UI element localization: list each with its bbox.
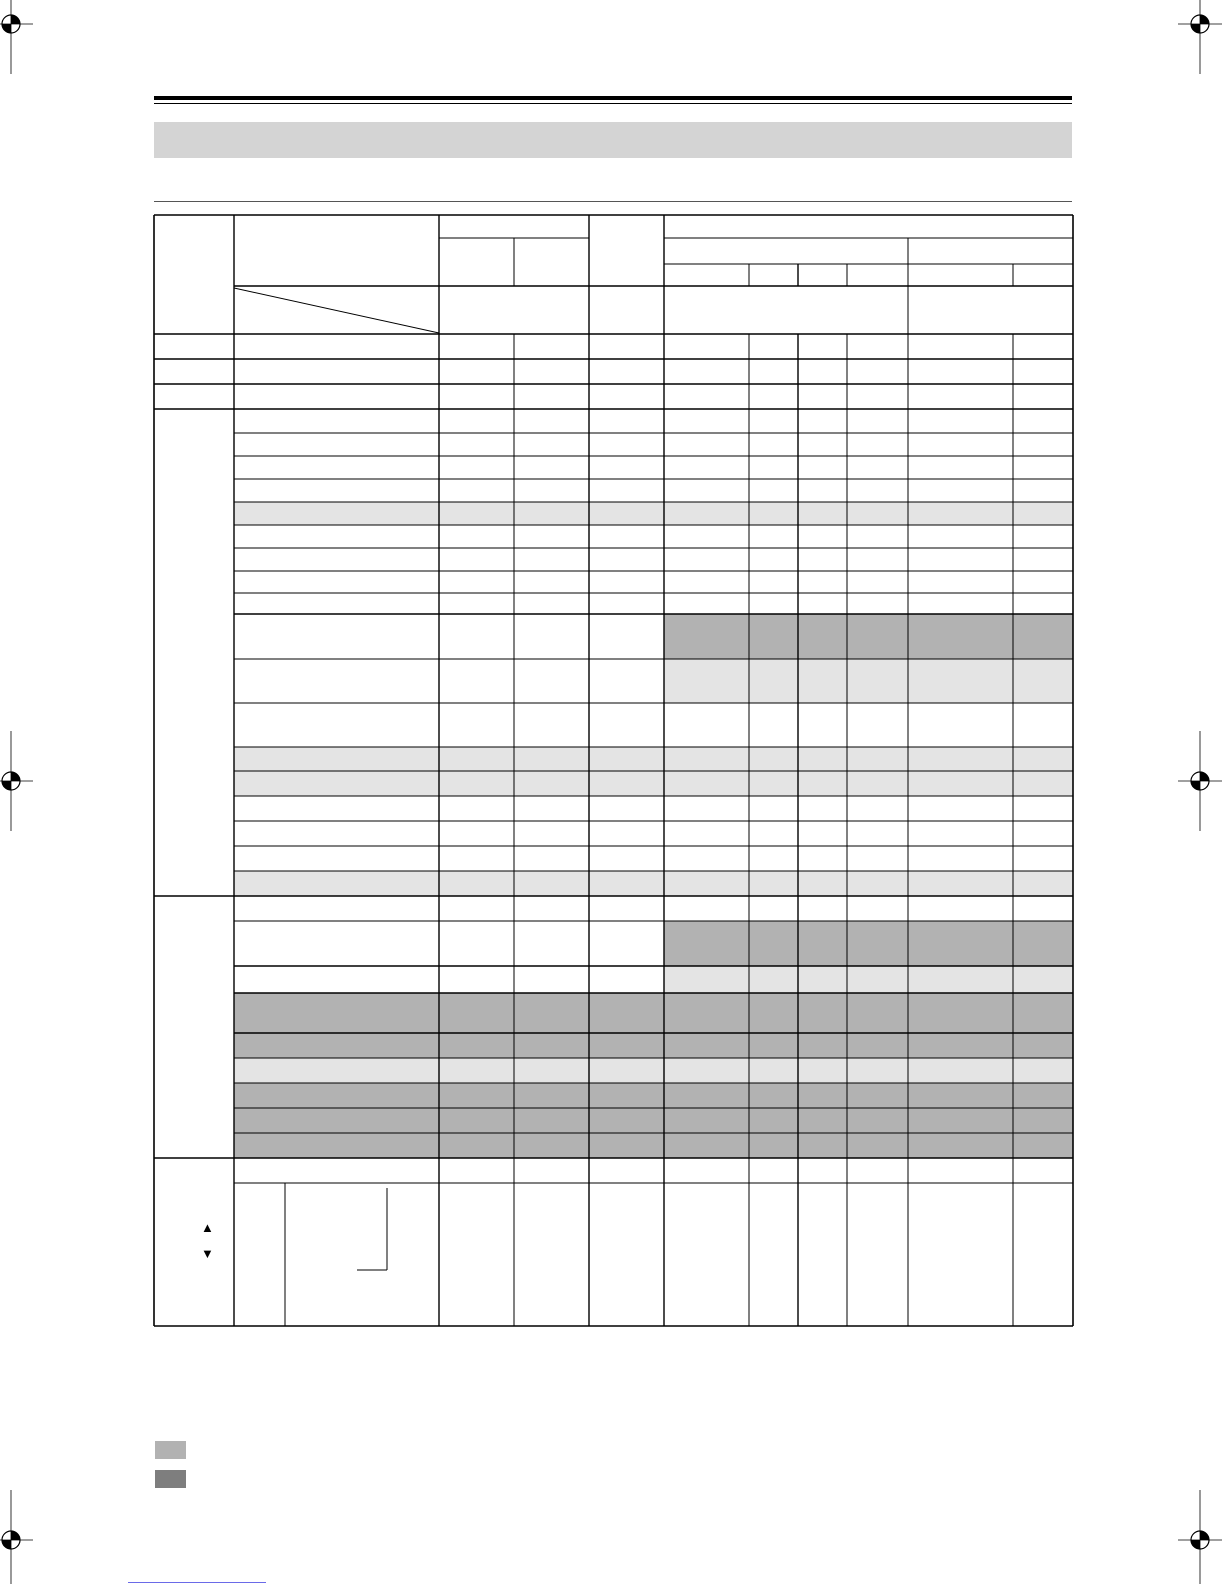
shaded-cell-band: [234, 871, 1073, 896]
shaded-cell-band: [664, 921, 1073, 966]
registration-mark: [0, 1490, 33, 1584]
legend-swatch-dark: [155, 1470, 186, 1488]
shaded-cell-band: [234, 1058, 1073, 1083]
shaded-cell-band: [234, 1108, 1073, 1133]
shaded-cell-band: [234, 747, 1073, 771]
shaded-cell-band: [234, 1033, 1073, 1058]
registration-mark: [0, 0, 33, 74]
shaded-cell-band: [664, 614, 1073, 659]
shaded-cell-band: [234, 1133, 1073, 1158]
table-lines: [154, 215, 1073, 1326]
arrow-down-icon: ▼: [201, 1246, 214, 1261]
shaded-cell-band: [664, 966, 1073, 993]
registration-mark: [1178, 0, 1222, 74]
shaded-cell-band: [234, 502, 1073, 525]
arrow-up-icon: ▲: [201, 1220, 214, 1235]
registration-mark: [1178, 1490, 1222, 1584]
registration-mark: [0, 731, 33, 831]
shaded-cell-band: [234, 1083, 1073, 1108]
shaded-cell-band: [234, 771, 1073, 796]
footer-line: [128, 1582, 266, 1583]
table-rule: [234, 288, 439, 333]
registration-mark: [1178, 731, 1222, 831]
table-shading: [234, 502, 1073, 1158]
shaded-cell-band: [234, 993, 1073, 1033]
shaded-cell-band: [664, 659, 1073, 703]
legend-swatch-light: [155, 1441, 186, 1459]
